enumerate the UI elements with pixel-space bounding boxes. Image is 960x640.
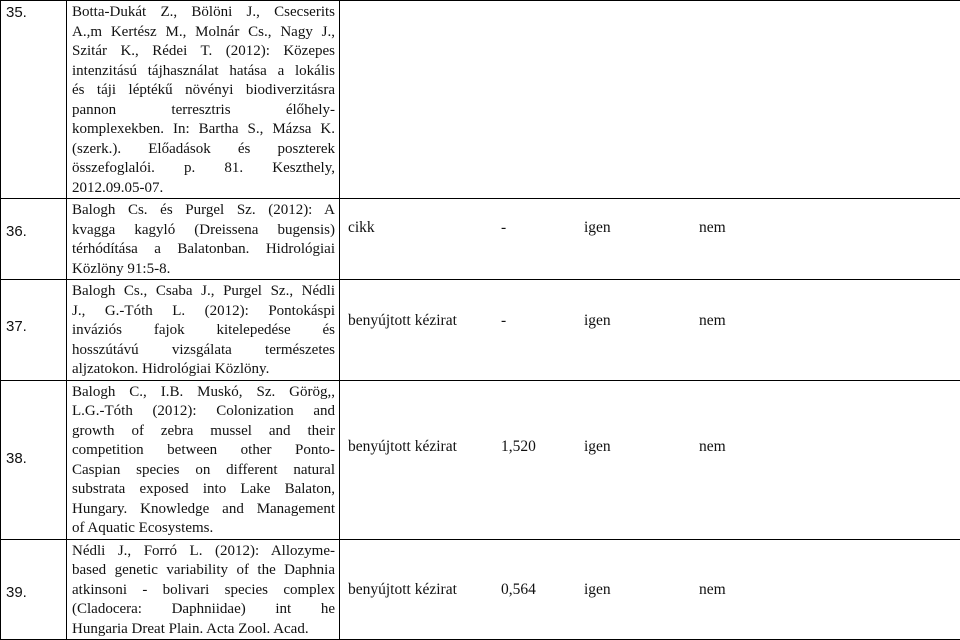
row-number: 39. — [6, 584, 66, 601]
status-no: nem — [699, 219, 726, 237]
reference-cell — [67, 380, 340, 539]
reference-cell — [67, 199, 340, 280]
reference-line: of Aquatic Ecosystems. — [72, 519, 335, 539]
row-number: 38. — [6, 450, 66, 467]
status-yes: igen — [584, 438, 611, 456]
info-cell — [340, 539, 960, 640]
reference-line: inváziós fajok kitelepedése és — [72, 321, 335, 341]
reference-line: Közlöny 91:5-8. — [72, 260, 335, 280]
reference-line: substrata exposed into Lake Balaton, — [72, 480, 335, 500]
table-row — [1, 380, 960, 539]
table-row — [1, 1, 960, 199]
reference-line: intenzitású tájhasználat hatása a lokális — [72, 62, 335, 82]
info-cell — [340, 380, 960, 539]
row-number-cell — [1, 380, 67, 539]
table-row — [1, 539, 960, 640]
row-number: 37. — [6, 318, 66, 335]
reference-line: competition between other Ponto- — [72, 441, 335, 461]
status-yes: igen — [584, 581, 611, 599]
reference-line: és táji léptékű növényi biodiverzitásra — [72, 81, 335, 101]
row-number-cell — [1, 1, 67, 199]
status-yes: igen — [584, 219, 611, 237]
impact-factor: 1,520 — [501, 438, 536, 456]
reference-line: Balogh C., I.B. Muskó, Sz. Görög,, — [72, 383, 335, 403]
status-no: nem — [699, 438, 726, 456]
impact-factor: - — [501, 312, 506, 330]
row-number-cell — [1, 199, 67, 280]
reference-line: aljzatokon. Hidrológiai Közlöny. — [72, 360, 335, 380]
row-number: 35. — [6, 4, 66, 21]
reference-line: J., G.-Tóth L. (2012): Pontokáspi — [72, 302, 335, 322]
reference-line: kvagga kagyló (Dreissena bugensis) — [72, 221, 335, 241]
impact-factor: 0,564 — [501, 581, 536, 599]
reference-line: összefoglalói. p. 81. Keszthely, — [72, 159, 335, 179]
reference-cell — [67, 1, 340, 199]
reference-line: Balogh Cs., Csaba J., Purgel Sz., Nédli — [72, 282, 335, 302]
reference-line: Balogh Cs. és Purgel Sz. (2012): A — [72, 201, 335, 221]
reference-line: komplexekben. In: Bartha S., Mázsa K. — [72, 120, 335, 140]
publication-type: benyújtott kézirat — [348, 581, 457, 599]
reference-line: A.,m Kertész M., Molnár Cs., Nagy J., — [72, 23, 335, 43]
row-number-cell — [1, 280, 67, 381]
table-row — [1, 199, 960, 280]
status-yes: igen — [584, 312, 611, 330]
impact-factor: - — [501, 219, 506, 237]
reference-cell — [67, 280, 340, 381]
row-number-cell — [1, 539, 67, 640]
reference-line: L.G.-Tóth (2012): Colonization and — [72, 402, 335, 422]
info-cell — [340, 199, 960, 280]
reference-line: based genetic variability of the Daphnia — [72, 561, 335, 581]
reference-line: (szerk.). Előadások és poszterek — [72, 140, 335, 160]
reference-line: Hungaria Dreat Plain. Acta Zool. Acad. — [72, 620, 335, 640]
reference-line: (Cladocera: Daphniidae) int he — [72, 600, 335, 620]
row-number: 36. — [6, 223, 66, 240]
reference-line: atkinsoni - bolivari species complex — [72, 581, 335, 601]
reference-line: Nédli J., Forró L. (2012): Allozyme- — [72, 542, 335, 562]
status-no: nem — [699, 581, 726, 599]
reference-line: pannon terresztris élőhely- — [72, 101, 335, 121]
reference-cell — [67, 539, 340, 640]
publication-type: cikk — [348, 219, 375, 237]
reference-line: hosszútávú vizsgálata természetes — [72, 341, 335, 361]
reference-line: 2012.09.05-07. — [72, 179, 335, 199]
reference-line: térhódítása a Balatonban. Hidrológiai — [72, 240, 335, 260]
publication-type: benyújtott kézirat — [348, 438, 457, 456]
info-cell — [340, 280, 960, 381]
table-row — [1, 280, 960, 381]
reference-line: Botta-Dukát Z., Bölöni J., Csecserits — [72, 3, 335, 23]
info-cell — [340, 1, 960, 199]
reference-line: Caspian species on different natural — [72, 461, 335, 481]
reference-line: Hungary. Knowledge and Management — [72, 500, 335, 520]
publication-type: benyújtott kézirat — [348, 312, 457, 330]
status-no: nem — [699, 312, 726, 330]
reference-line: Szitár K., Rédei T. (2012): Közepes — [72, 42, 335, 62]
reference-line: growth of zebra mussel and their — [72, 422, 335, 442]
